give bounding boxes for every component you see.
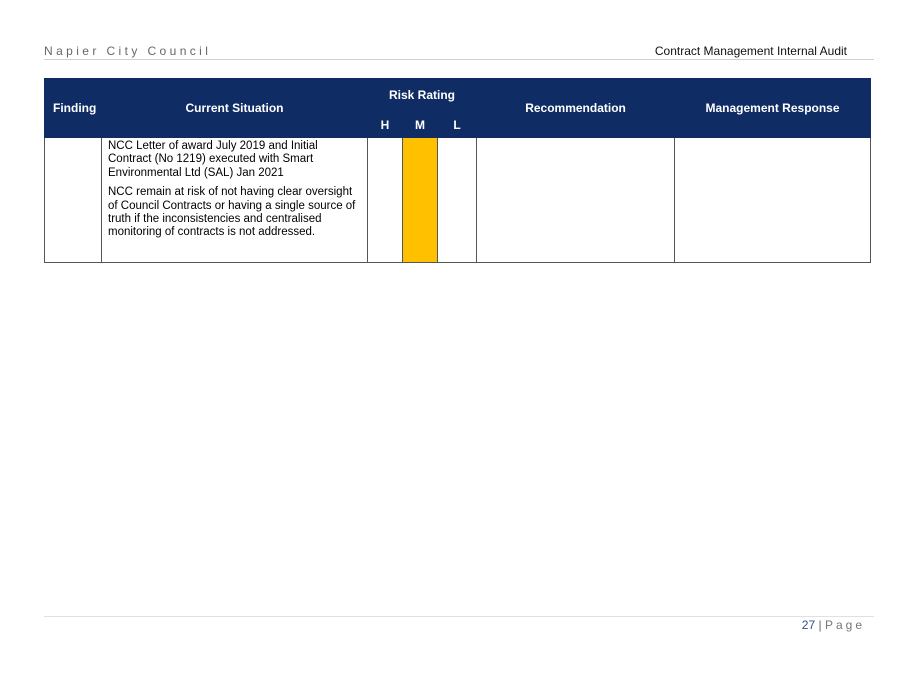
page-footer [802, 618, 865, 632]
situation-paragraph: NCC remain at risk of not having clear oversight of Council Contracts or having a single source of truth if the inconsistencies and centralised monitoring of contracts is not addressed. [108, 186, 356, 239]
risk-low-label: L [438, 112, 477, 138]
risk-medium-label: M [403, 112, 438, 138]
page-label: Page [824, 618, 865, 632]
risk-medium-cell-selected [403, 138, 438, 263]
organization-name: Napier City Council [44, 44, 212, 58]
recommendation-cell [477, 138, 675, 263]
audit-findings-table [44, 78, 871, 263]
finding-cell [45, 138, 102, 263]
footer-divider [44, 616, 874, 617]
col-header-management-response: Management Response [675, 79, 871, 138]
col-header-recommendation: Recommendation [477, 79, 675, 138]
risk-high-cell [368, 138, 403, 263]
footer-separator: | [818, 618, 822, 632]
col-header-current-situation: Current Situation [102, 79, 368, 138]
management-response-cell [675, 138, 871, 263]
risk-low-cell [438, 138, 477, 263]
document-title: Contract Management Internal Audit [654, 44, 847, 58]
current-situation-cell [102, 138, 368, 263]
risk-high-label: H [368, 112, 403, 138]
situation-paragraph: NCC Letter of award July 2019 and Initial Contract (No 1219) executed with Smart Environmental Ltd (SAL) Jan 2021 [108, 140, 318, 179]
header-divider [44, 59, 874, 60]
table-row [45, 138, 871, 263]
col-header-finding: Finding [45, 79, 102, 138]
page-number: 27 [801, 618, 816, 632]
col-header-risk-rating: Risk Rating [368, 79, 477, 112]
